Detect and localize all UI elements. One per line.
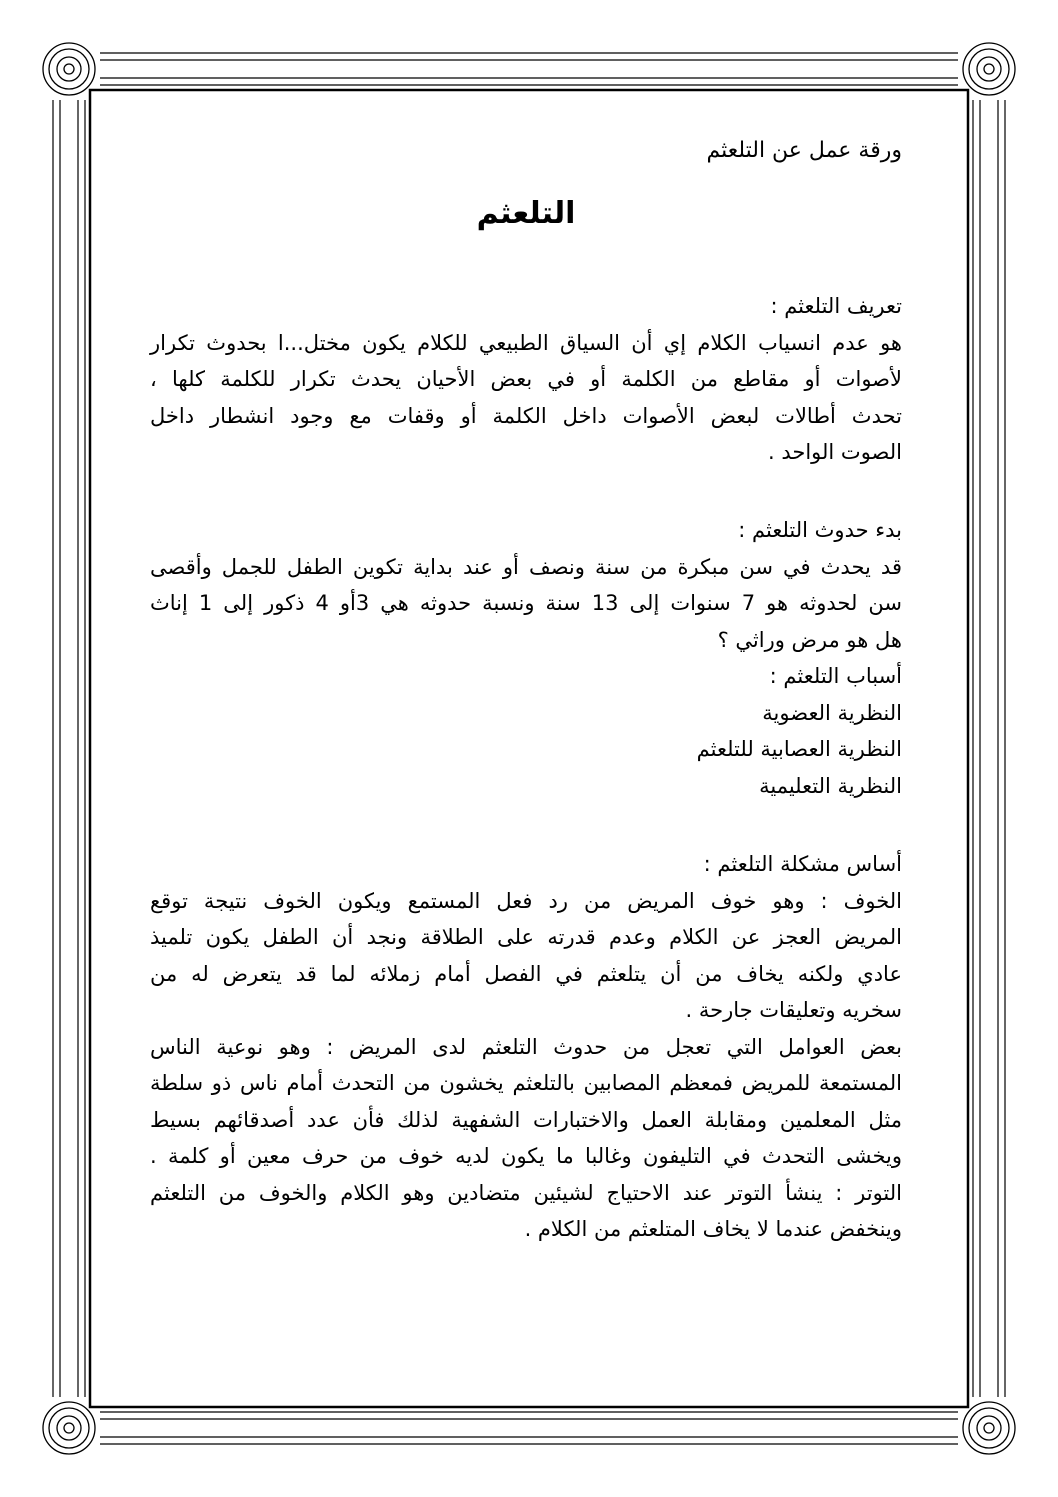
paragraph-line: لأصوات أو مقاطع من الكلمة أو في بعض الأحيان يحدث تكرار للكلمة كلها ، [150, 367, 902, 391]
section-heading: أساس مشكلة التلعثم : [703, 852, 902, 876]
paragraph-line: الصوت الواحد . [767, 440, 902, 464]
paragraph-line: المريض العجز عن الكلام وعدم قدرته على الطلاقة ونجد أن الطفل يكون تلميذ [150, 925, 902, 949]
list-item: النظرية العصابية للتلعثم [696, 737, 902, 761]
paragraph-line: ويخشى التحدث في التليفون وغالبا ما يكون لديه خوف من حرف معين أو كلمة . [150, 1144, 902, 1168]
paragraph-line: مثل المعلمين ومقابلة العمل والاختبارات الشفهية لذلك فأن عدد أصدقائهم بسيط [150, 1107, 902, 1132]
section-onset [150, 512, 902, 804]
paragraph-line: تحدث أطالات لبعض الأصوات داخل الكلمة أو وقفات مع وجود انشطار داخل [150, 403, 902, 428]
list-item: النظرية العضوية [762, 700, 902, 725]
section-problem-basis [150, 846, 902, 1248]
paragraph-line: عادي ولكنه يخاف من أن يتلعثم في الفصل أمام زملائه لما قد يتعرض له من [150, 961, 902, 986]
paragraph-line: هو عدم انسياب الكلام إي أن السياق الطبيعي للكلام يكون مختل...ا بحدوث تكرار [150, 330, 902, 355]
list-item: النظرية التعليمية [759, 773, 902, 798]
paragraph-line: التوتر : ينشأ التوتر عند الاحتياج لشيئين متضادين وهو الكلام والخوف من التلعثم [150, 1180, 902, 1205]
section-definition [150, 288, 902, 471]
corner-ornament-bottom-left [43, 1402, 95, 1454]
paragraph-line: سن لحدوثه هو 7 سنوات إلى 13 سنة ونسبة حدوثه هي 3أو 4 ذكور إلى 1 إناث [150, 591, 902, 615]
paragraph-line: سخريه وتعليقات جارحة . [685, 998, 902, 1022]
paragraph-line: الخوف : وهو خوف المريض من رد فعل المستمع ويكون الخوف نتيجة توقع [150, 888, 902, 913]
section-heading: بدء حدوث التلعثم : [738, 518, 902, 542]
paragraph-line: المستمعة للمريض فمعظم المصابين بالتلعثم يخشون من التحدث أمام ناس ذو سلطة [150, 1071, 902, 1095]
document-title: التلعثم [476, 196, 576, 231]
paragraph-line: هل هو مرض وراثي ؟ [717, 627, 902, 652]
corner-ornament-top-right [963, 43, 1015, 95]
paragraph-line: قد يحدث في سن مبكرة من سنة ونصف أو عند بداية تكوين الطفل للجمل وأقصى [150, 554, 902, 579]
corner-ornament-bottom-right [963, 1402, 1015, 1454]
section-subheading: أسباب التلعثم : [769, 664, 902, 688]
paragraph-line: وينخفض عندما لا يخاف المتلعثم من الكلام . [524, 1217, 902, 1241]
corner-ornament-top-left [43, 43, 95, 95]
paragraph-line: بعض العوامل التي تعجل من حدوث التلعثم لدى المريض : وهو نوعية الناس [150, 1034, 902, 1059]
document-subtitle: ورقة عمل عن التلعثم [706, 138, 902, 163]
section-heading: تعريف التلعثم : [770, 294, 902, 318]
